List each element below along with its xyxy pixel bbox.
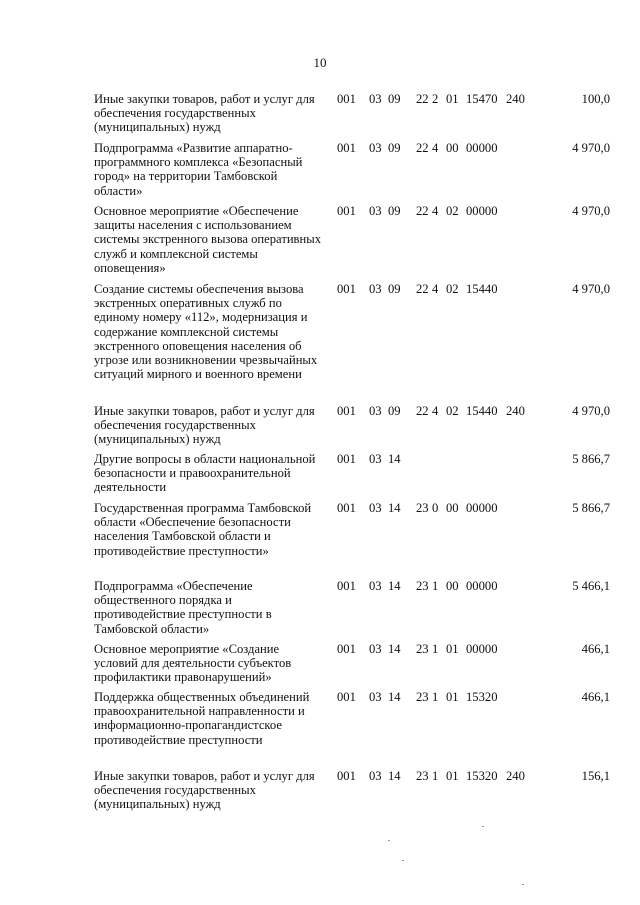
direction-code: 15320 (466, 690, 498, 704)
event-code: 00 (446, 501, 459, 515)
subsection-code: 09 (388, 204, 401, 218)
program-code: 23 (416, 769, 429, 783)
amount: 5 866,7 (572, 501, 610, 515)
row-name: Подпрограмма «Развитие аппаратно-программного комплекса «Безопасный город» на территории Тамбовской области» (94, 141, 303, 198)
program-code: 22 (416, 404, 429, 418)
event-code: 00 (446, 579, 459, 593)
event-code: 00 (446, 141, 459, 155)
program-code: 23 (416, 690, 429, 704)
subprogram-code: 0 (432, 501, 439, 515)
subsection-code: 14 (388, 690, 401, 704)
admin-code: 001 (337, 141, 356, 155)
program-code: 23 (416, 501, 429, 515)
event-code: 02 (446, 404, 459, 418)
direction-code: 15320 (466, 769, 498, 783)
amount: 5 866,7 (572, 452, 610, 466)
amount: 466,1 (581, 642, 610, 656)
subsection-code: 09 (388, 141, 401, 155)
direction-code: 00000 (466, 141, 498, 155)
subprogram-code: 4 (432, 141, 439, 155)
direction-code: 00000 (466, 204, 498, 218)
direction-code: 15440 (466, 404, 498, 418)
row-name: Поддержка общественных объединений правоохранительной направленности и информационно-пропагандистское противодействие преступности (94, 690, 310, 747)
direction-code: 15440 (466, 282, 498, 296)
subsection-code: 14 (388, 579, 401, 593)
section-code: 03 (369, 452, 382, 466)
direction-code: 00000 (466, 642, 498, 656)
row-name: Основное мероприятие «Обеспечение защиты населения с использованием системы экстренного вызова оперативных служб и комплексной системы оповещения» (94, 204, 322, 275)
admin-code: 001 (337, 282, 356, 296)
subprogram-code: 1 (432, 642, 439, 656)
subprogram-code: 4 (432, 404, 439, 418)
event-code: 02 (446, 282, 459, 296)
row-name: Иные закупки товаров, работ и услуг для обеспечения государственных (муниципальных) нужд (94, 404, 315, 447)
program-code: 22 (416, 92, 429, 106)
expense-type-code: 240 (506, 92, 525, 106)
section-code: 03 (369, 579, 382, 593)
subprogram-code: 1 (432, 769, 439, 783)
event-code: 01 (446, 642, 459, 656)
admin-code: 001 (337, 501, 356, 515)
amount: 5 466,1 (572, 579, 610, 593)
section-code: 03 (369, 404, 382, 418)
subsection-code: 09 (388, 92, 401, 106)
row-name: Подпрограмма «Обеспечение общественного порядка и противодействие преступности в Тамбовской области» (94, 579, 272, 636)
admin-code: 001 (337, 92, 356, 106)
row-name: Иные закупки товаров, работ и услуг для обеспечения государственных (муниципальных) нужд (94, 92, 315, 135)
scan-speck (482, 826, 484, 827)
subprogram-code: 4 (432, 204, 439, 218)
expense-type-code: 240 (506, 404, 525, 418)
subprogram-code: 4 (432, 282, 439, 296)
subsection-code: 09 (388, 404, 401, 418)
section-code: 03 (369, 769, 382, 783)
amount: 156,1 (581, 769, 610, 783)
row-name: Другие вопросы в области национальной безопасности и правоохранительной деятельности (94, 452, 316, 495)
admin-code: 001 (337, 690, 356, 704)
admin-code: 001 (337, 404, 356, 418)
subsection-code: 09 (388, 282, 401, 296)
expense-type-code: 240 (506, 769, 525, 783)
subprogram-code: 1 (432, 690, 439, 704)
subsection-code: 14 (388, 501, 401, 515)
event-code: 01 (446, 769, 459, 783)
section-code: 03 (369, 141, 382, 155)
section-code: 03 (369, 204, 382, 218)
program-code: 22 (416, 141, 429, 155)
section-code: 03 (369, 92, 382, 106)
row-name: Государственная программа Тамбовской области «Обеспечение безопасности населения Тамбовской области и противодействие преступности» (94, 501, 312, 558)
event-code: 01 (446, 690, 459, 704)
section-code: 03 (369, 501, 382, 515)
admin-code: 001 (337, 769, 356, 783)
subsection-code: 14 (388, 452, 401, 466)
event-code: 01 (446, 92, 459, 106)
amount: 4 970,0 (572, 204, 610, 218)
admin-code: 001 (337, 642, 356, 656)
admin-code: 001 (337, 579, 356, 593)
amount: 466,1 (581, 690, 610, 704)
subsection-code: 14 (388, 642, 401, 656)
amount: 4 970,0 (572, 141, 610, 155)
amount: 4 970,0 (572, 404, 610, 418)
amount: 4 970,0 (572, 282, 610, 296)
row-name: Создание системы обеспечения вызова экстренных оперативных служб по единому номеру «112», модернизация и содержание комплексной системы экстренного оповещения населения об угрозе или возникновении чрезвычайных ситуаций мирного и военного времени (94, 282, 318, 382)
admin-code: 001 (337, 204, 356, 218)
event-code: 02 (446, 204, 459, 218)
scan-speck (522, 884, 524, 885)
program-code: 23 (416, 642, 429, 656)
page-number: 10 (313, 55, 327, 70)
scan-speck (402, 860, 404, 861)
subprogram-code: 1 (432, 579, 439, 593)
program-code: 22 (416, 282, 429, 296)
row-name: Основное мероприятие «Создание условий для деятельности субъектов профилактики правонарушений» (94, 642, 292, 685)
subsection-code: 14 (388, 769, 401, 783)
row-name: Иные закупки товаров, работ и услуг для обеспечения государственных (муниципальных) нужд (94, 769, 315, 812)
subprogram-code: 2 (432, 92, 439, 106)
scan-speck (388, 840, 390, 841)
program-code: 23 (416, 579, 429, 593)
section-code: 03 (369, 690, 382, 704)
amount: 100,0 (581, 92, 610, 106)
program-code: 22 (416, 204, 429, 218)
direction-code: 00000 (466, 579, 498, 593)
admin-code: 001 (337, 452, 356, 466)
direction-code: 15470 (466, 92, 498, 106)
direction-code: 00000 (466, 501, 498, 515)
section-code: 03 (369, 282, 382, 296)
section-code: 03 (369, 642, 382, 656)
